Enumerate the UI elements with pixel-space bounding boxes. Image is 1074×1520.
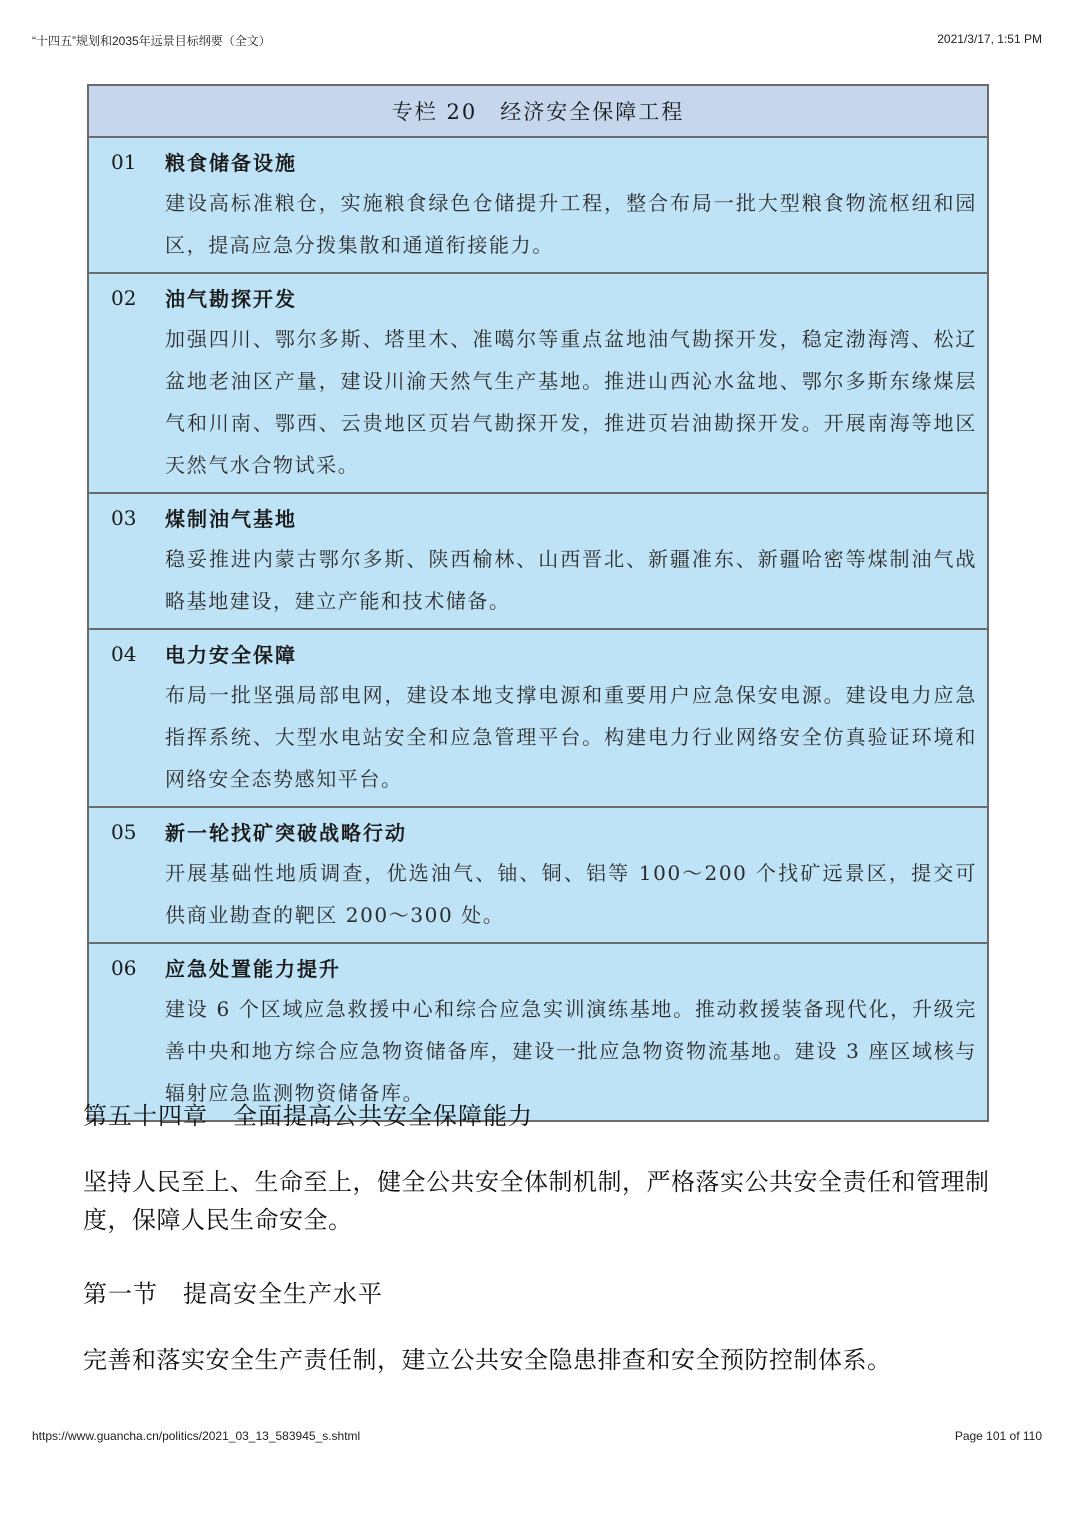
chapter-heading: 第五十四章 全面提高公共安全保障能力 [83, 1102, 533, 1130]
row-number: 01 [111, 150, 137, 174]
panel-row [89, 808, 987, 944]
row-title: 应急处置能力提升 [165, 957, 341, 981]
section-paragraph: 完善和落实安全生产责任制，建立公共安全隐患排查和安全预防控制体系。 [83, 1346, 892, 1374]
row-title: 油气勘探开发 [165, 287, 297, 311]
row-title: 电力安全保障 [165, 643, 297, 667]
panel-row [89, 274, 987, 494]
row-body: 开展基础性地质调查，优选油气、铀、铜、铝等 100～200 个找矿远景区，提交可供商业勘查的靶区 200～300 处。 [165, 861, 977, 927]
row-number: 05 [111, 820, 137, 844]
chapter-paragraph: 坚持人民至上、生命至上，健全公共安全体制机制，严格落实公共安全责任和管理制度，保障人民生命安全。 [83, 1168, 990, 1234]
row-body: 布局一批坚强局部电网，建设本地支撑电源和重要用户应急保安电源。建设电力应急指挥系统、大型水电站安全和应急管理平台。构建电力行业网络安全仿真验证环境和网络安全态势感知平台。 [165, 683, 977, 791]
header-timestamp: 2021/3/17, 1:51 PM [937, 32, 1042, 46]
row-body: 建设高标准粮仓，实施粮食绿色仓储提升工程，整合布局一批大型粮食物流枢纽和园区，提高应急分拨集散和通道衔接能力。 [165, 191, 977, 257]
row-body: 稳妥推进内蒙古鄂尔多斯、陕西榆林、山西晋北、新疆准东、新疆哈密等煤制油气战略基地建设，建立产能和技术储备。 [165, 547, 977, 613]
row-number: 02 [111, 286, 137, 310]
section-heading: 第一节 提高安全生产水平 [83, 1280, 383, 1308]
row-title: 煤制油气基地 [165, 507, 297, 531]
row-number: 04 [111, 642, 137, 666]
panel-row [89, 494, 987, 630]
panel-row [89, 630, 987, 808]
footer-url-link[interactable]: https://www.guancha.cn/politics/2021_03_13_583945_s.shtml [32, 1429, 361, 1443]
row-body: 加强四川、鄂尔多斯、塔里木、准噶尔等重点盆地油气勘探开发，稳定渤海湾、松辽盆地老油区产量，建设川渝天然气生产基地。推进山西沁水盆地、鄂尔多斯东缘煤层气和川南、鄂西、云贵地区页岩气勘探开发，推进页岩油勘探开发。开展南海等地区天然气水合物试采。 [165, 327, 977, 477]
panel-row [89, 944, 987, 1120]
row-title: 粮食储备设施 [165, 151, 297, 175]
footer-page-number: Page 101 of 110 [954, 1429, 1042, 1443]
panel-row [89, 138, 987, 274]
row-number: 06 [111, 956, 137, 980]
row-body: 建设 6 个区域应急救援中心和综合应急实训演练基地。推动救援装备现代化，升级完善中央和地方综合应急物资储备库，建设一批应急物资物流基地。建设 3 座区域核与辐射应急监测物资储备库。 [165, 997, 977, 1105]
column-panel [87, 84, 989, 1122]
header-document-title: “十四五”规划和2035年远景目标纲要（全文） [32, 34, 271, 48]
panel-title: 专栏 20 经济安全保障工程 [89, 86, 987, 138]
row-title: 新一轮找矿突破战略行动 [165, 821, 407, 845]
row-number: 03 [111, 506, 137, 530]
